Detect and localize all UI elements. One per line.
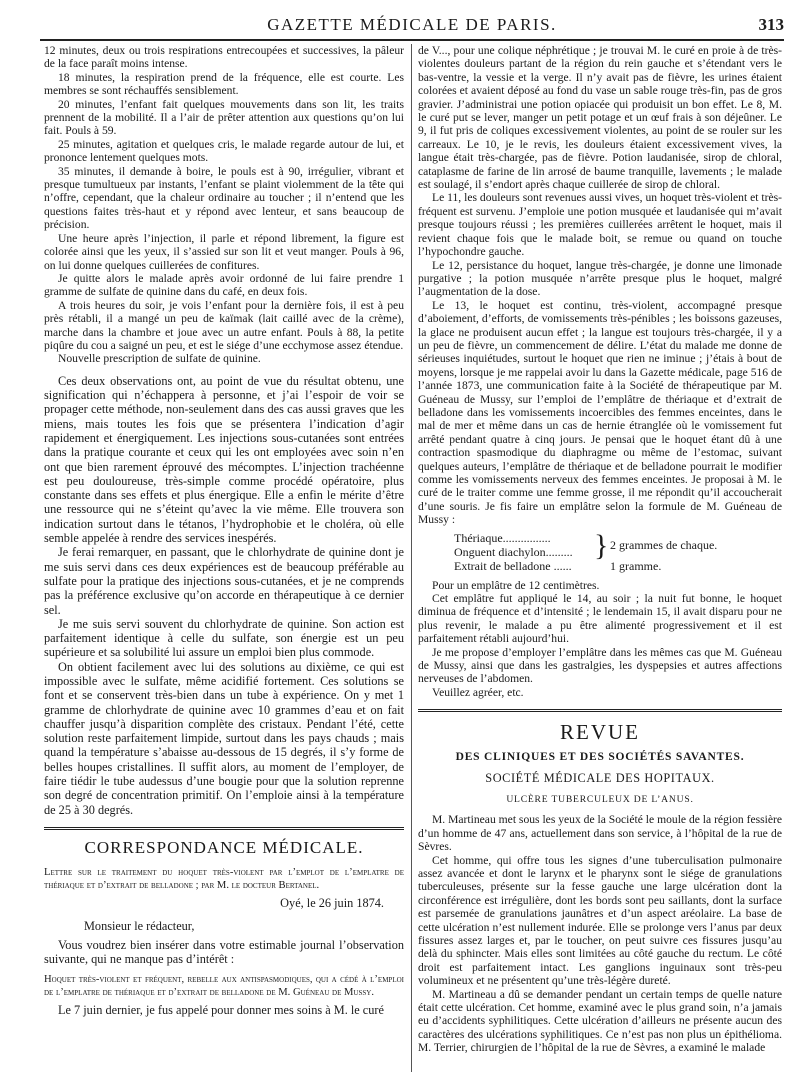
paragraph: On obtient facilement avec lui des solutions au dixième, ce qui est impossible avec le sulfate, même acidifié fortement. Ces solutions se font et se conservent très-bien dans un tube à expérience. On y met 1 gramme de chlorhydrate de quinine avec 10 grammes d’eau et on fait chauffer jusqu’à disparition complète des cristaux. Pendant l’été, cette solution reste parfaitement limpide, surtout dans les pays chauds ; mais quand la température s’abaisse au-dessous de 15 degrés, il s’y forme de belles houpes cristallines. Il suffit alors, au moment de l’employer, de faire tiédir le tube audessus d’une bougie pour que la solution reprenne son degré de concentration primitif. On l’emploie ainsi à la température de 25 à 30 degrés. — [44, 659, 404, 817]
paragraph: Le 11, les douleurs sont revenues aussi vives, un hoquet très-violent et très-fréquent est survenu. J’emploie une potion musquée et laudanisée qui m’avait presque toujours réussi ; les premières cuillerées arrêtent le hoquet, mais il revient chaque fois que le malade boit, se remue ou quand on touche l’hypochondre gauche. — [418, 191, 782, 259]
paragraph: A trois heures du soir, je vois l’enfant pour la dernière fois, il est à peu près rétabli, il a mangé un peu de kaïmak (lait caillé avec de la crème), marche dans la chambre et joue avec un autre enfant. Pouls à 88, la petite piqûre du cou a saigné un peu, et est le siége d’une ecchymose assez étendue. — [44, 298, 404, 352]
prescription-formula — [454, 528, 782, 575]
page-number: 313 — [758, 15, 784, 34]
paragraph: Je ferai remarquer, en passant, que le chlorhydrate de quinine dont je me suis servi dans ces deux expériences est de beaucoup préférable au sulfate pour la pratique des injections sous-cutanées, et je ne comprends pas la préférence exclusive qu’on accorde en thérapeutique à ce dernier sel. — [44, 545, 404, 617]
paragraph: 35 minutes, il demande à boire, le pouls est à 90, irrégulier, vibrant et presque tumultueux par instants, l’enfant se plaint violemment de la tête qui n’offre, cependant, que la chaleur ordinaire au toucher ; il n’entend que les questions faites très-haut et y répond avec lenteur, et sans beaucoup de précision. — [44, 164, 404, 232]
brace-symbol: } — [594, 528, 609, 562]
paragraph: de V..., pour une colique néphrétique ; je trouvai M. le curé en proie à de très-violentes douleurs partant de la région du rein gauche et s’étendant vers le bas-ventre, la vessie et la verge. Il n’y avait pas de fièvre, les urines étaient colorées et avaient déposé au fond du vase un sable rouge très-fin, pas de gros gravier. J’administrai une potion opiacée qui produisit un bon effet. Le 8, M. le curé put se lever, manger un petit potage et un œuf frais à son déjeûner. Le 9, il fut pris de coliques excessivement violentes, au point de se rouler sur les carreaux. Le 10, je le revis, les douleurs étaient excessivement vives, la langue était très-chargée, pas de fièvre. Potion laudanisée, sirop de chloral, cataplasme de farine de lin arrosé de baume tranquille, lavements ; le malade est soulagé, il s’endort après chaque cuillerée de sirop de chloral. — [418, 44, 782, 192]
paragraph: M. Martineau met sous les yeux de la Société le moule de la région fessière d’un homme de 47 ans, actuellement dans son service, à l’hôpital de la rue de Sèvres. — [418, 813, 782, 854]
rx-item: Onguent diachylon......... — [454, 544, 573, 559]
paragraph: Ces deux observations ont, au point de vue du résultat obtenu, une signification qui n’échappera à personne, et j’ai l’espoir de voir se propager cette méthode, non-seulement dans des cas aussi graves que les miens, mais toutes les fois que se présentera l’indication d’agir rapidement et énergiquement. Les injections sous-cutanées sont entrées dans la pratique courante et ceux qui les ont employées avec soin n’en ont que bien rarement éprouvé des mécomptes. L’injection trachéenne est peu douloureuse, très-simple comme procédé opératoire, plus constante dans ses effets et plus énergique. Elle a enfin le mérite d’être une ressource qui ne s’éteint qu’avec la vie même. Elle trouvera son indication surtout dans le tétanos, l’hydrophobie et le choléra, où elle semble appelée à rendre des services inespérés. — [44, 373, 404, 546]
letter-dateline: Oyé, le 26 juin 1874. — [280, 895, 384, 910]
paragraph: Une heure après l’injection, il parle et répond librement, la figure est colorée ainsi que les yeux, il s’assied sur son lit et veut manger. Pouls à 96, on lui donne quelques cuillerées de confitures. — [44, 231, 404, 272]
section-rule — [44, 827, 404, 830]
rx-dose: 1 gramme. — [610, 558, 662, 573]
article-heading: ULCÈRE TUBERCULEUX DE L’ANUS. — [506, 794, 694, 806]
revue-heading: REVUE — [560, 720, 640, 745]
paragraph: Je me propose d’employer l’emplâtre dans les mêmes cas que M. Guéneau de Mussy, ainsi que dans les gastralgies, les dyspepsies et autres affections nerveuses de l’abdomen. — [418, 645, 782, 686]
paragraph: Je quitte alors le malade après avoir ordonné de lui faire prendre 1 gramme de sulfate de quinine dans du café, en deux fois. — [44, 271, 404, 299]
paragraph: Le 7 juin dernier, je fus appelé pour donner mes soins à M. le curé — [58, 1002, 384, 1017]
paragraph: Cet homme, qui offre tous les signes d’une tuberculisation pulmonaire assez avancée et dont le larynx et le pharynx sont le siége de granulations tuberculeuses, présente sur la fesse gauche une large ulcération dont la circonférence est irrégulière, dont les bords sont peu saillants, dont la surface est parsemée de granulations jaunâtres et d’un aspect aréolaire. La base de cette ulcération n’est nullement indurée. Elle se prolonge vers l’anus par deux fissures assez larges et, par le toucher, on peut suivre ces fissures jusqu’au delà du sphincter. Mais elles sont limitées au côté gauche du rectum. Le côté droit est parfaitement intact. Les ganglions inguinaux sont très-peu volumineux et ne présentent qu’une très-légère dureté. — [418, 853, 782, 988]
paragraph: Le 13, le hoquet est continu, très-violent, accompagné presque d’aboiement, d’efforts, de vomissements très-pénibles ; les boissons gazeuses, la glace ne produisent aucun effet ; la langue est toujours très-chargée, il y a un peu de fièvre, un commencement de délire. L’état du malade me donne de sérieuses inquiétudes, surtout le hoquet que rien ne iminue ; j’étais à bout de moyens, lorsque je me rappelai avoir lu dans la Gazette médicale, page 516 de l’année 1873, une communication faite à la Société de thérapeutique par M. Guéneau de Mussy, sur l’emploi de l’emplâtre de thériaque et d’extrait de belladone dans les vomissements incoercibles des femmes enceintes, dans le mal de mer et même dans un cas de hernie étranglée où le vomissement fut arrêté pendant quatre à cinq jours. Je pensai que le hoquet étant dû à une contraction spasmodique du diaphragme ou même de l’estomac, suivant quelques auteurs, l’emplâtre de thériaque et de belladone pourrait le modifier comme les vomissements nerveux des femmes enceintes. Je proposai à M. le curé de le traiter comme une femme grosse, il me répondit qu’il accoucherait d’une souris. Je fis faire un emplâtre selon la formule de M. Guéneau de Mussy : — [418, 298, 782, 527]
letter-heading: Lettre sur le traitement du hoquet très-violent par l’emplot de l’emplatre de thériaque et d’extrait de belladone ; par M. le docteur Bertanel. — [44, 866, 404, 891]
right-column — [418, 44, 782, 1072]
revue-subheading: DES CLINIQUES ET DES SOCIÉTÉS SAVANTES. — [455, 751, 745, 764]
paragraph: 18 minutes, la respiration prend de la fréquence, elle est courte. Les membres se sont réchauffés sensiblement. — [44, 70, 404, 98]
journal-title: GAZETTE MÉDICALE DE PARIS. — [267, 15, 557, 34]
paragraph: Veuillez agréer, etc. — [432, 685, 524, 699]
section-rule — [418, 709, 782, 712]
letter-salutation: Monsieur le rédacteur, — [84, 918, 195, 933]
left-column — [44, 44, 404, 1072]
paragraph: M. Martineau a dû se demander pendant un certain temps de quelle nature était cette ulcération. Cet homme, examiné avec le plus grand soin, n’a jamais eu d’accidents syphilitiques. Cette ulcération d’ailleurs ne présente aucun des caractères des ulcérations syphilitiques. Ce n’est pas non plus un épithélioma. M. Terrier, chirurgien de l’hôpital de la rue de Sèvres, a examiné le malade — [418, 987, 782, 1055]
column-divider — [411, 44, 412, 1072]
page-header — [40, 10, 784, 40]
paragraph: 25 minutes, agitation et quelques cris, le malade regarde autour de lui, et prononce lentement quelques mots. — [44, 137, 404, 165]
paragraph: 12 minutes, deux ou trois respirations entrecoupées et successives, la pâleur de la face paraît moins intense. — [44, 44, 404, 71]
society-heading: SOCIÉTÉ MÉDICALE DES HOPITAUX. — [485, 771, 715, 786]
paragraph: Je me suis servi souvent du chlorhydrate de quinine. Son action est parfaitement identique à celle du sulfate, son énergie est un peu supérieure et sa solubilité lui assure un emploi bien plus commode. — [44, 616, 404, 660]
rx-dose: 2 grammes de chaque. — [610, 537, 718, 552]
correspondance-heading: CORRESPONDANCE MÉDICALE. — [84, 837, 364, 857]
paragraph: Le 12, persistance du hoquet, langue très-chargée, je donne une limonade purgative ; la potion musquée n’arrête presque plus le hoquet, malgré l’augmentation de la dose. — [418, 258, 782, 299]
observation-heading: Hoquet très-violent et fréquent, rebelle aux antispasmodiques, qui a cédé à l’emploi de l’emplatre de thériaque et d’extrait de belladone de M. Guéneau de Mussy. — [44, 973, 404, 998]
paragraph: 20 minutes, l’enfant fait quelques mouvements dans son lit, les traits prennent de la mobilité. Il a l’air de prêter attention aux questions qu’on lui fait. Pouls à 59. — [44, 97, 404, 138]
paragraph: Nouvelle prescription de sulfate de quinine. — [58, 352, 261, 366]
header-rule — [40, 39, 784, 41]
rx-item: Extrait de belladone ...... — [454, 558, 572, 573]
paragraph: Vous voudrez bien insérer dans votre estimable journal l’observation suivante, qui ne manque pas d’intérêt : — [44, 937, 404, 967]
paragraph: Cet emplâtre fut appliqué le 14, au soir ; la nuit fut bonne, le hoquet diminua de fréquence et d’intensité ; le lendemain 15, il avait disparu pour ne plus revenir, le malade a pu être alimenté progressivement et il est parfaitement rétabli aujourd’hui. — [418, 592, 782, 646]
paragraph: Pour un emplâtre de 12 centimètres. — [432, 578, 600, 592]
rx-item: Thériaque................ — [454, 530, 551, 545]
